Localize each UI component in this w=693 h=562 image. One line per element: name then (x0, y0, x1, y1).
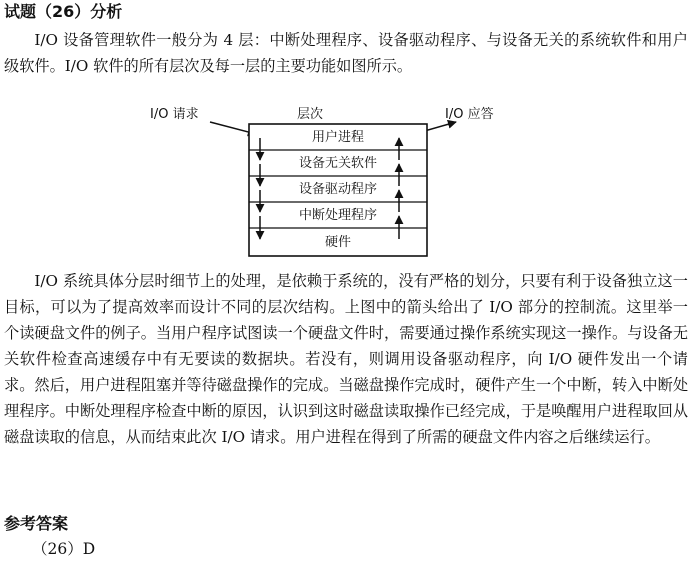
body-paragraph: I/O 系统具体分层时细节上的处理，是依赖于系统的，没有严格的划分，只要有利于设备独立这一目标，可以为了提高效率而设计不同的层次结构。上图中的箭头给出了 I/O 部分的控制流。这里举一个读硬盘文件的例子。当用户程序试图读一个硬盘文件时，需要通过操作系统实现这一操作。与设备无关软件检查高速缓存中有无要读的数据块。若没有，则调用设备驱动程序，向 I/O 硬件发出一个请求。然后，用户进程阻塞并等待磁盘操作的完成。当磁盘操作完成时，硬件产生一个中断，转入中断处理程序。中断处理程序检查中断的原因，认识到这时磁盘读取操作已经完成，于是唤醒用户进程取回从磁盘读取的信息，从而结束此次 I/O 请求。用户进程在得到了所需的硬盘文件内容之后继续运行。 (4, 272, 688, 446)
answer-heading: 参考答案 (4, 514, 69, 533)
layer-label: 设备无关软件 (298, 156, 378, 171)
io-reply-label: I/O 应答 (445, 107, 494, 122)
layer-label: 用户进程 (311, 130, 365, 145)
answer-text: （26）D (32, 540, 96, 558)
layer-label: 设备驱动程序 (298, 182, 378, 197)
io-request-label: I/O 请求 (150, 107, 199, 122)
layer-label: 硬件 (324, 235, 352, 250)
intro-paragraph: I/O 设备管理软件一般分为 4 层：中断处理程序、设备驱动程序、与设备无关的系统软件和用户级软件。I/O 软件的所有层次及每一层的主要功能如图所示。 (4, 31, 688, 75)
io-layers-diagram (150, 96, 510, 262)
layer-label: 中断处理程序 (298, 208, 378, 223)
layers-header: 层次 (296, 107, 324, 122)
section-title: 试题（26）分析 (4, 2, 123, 21)
io-layers-diagram-svg (150, 96, 510, 262)
